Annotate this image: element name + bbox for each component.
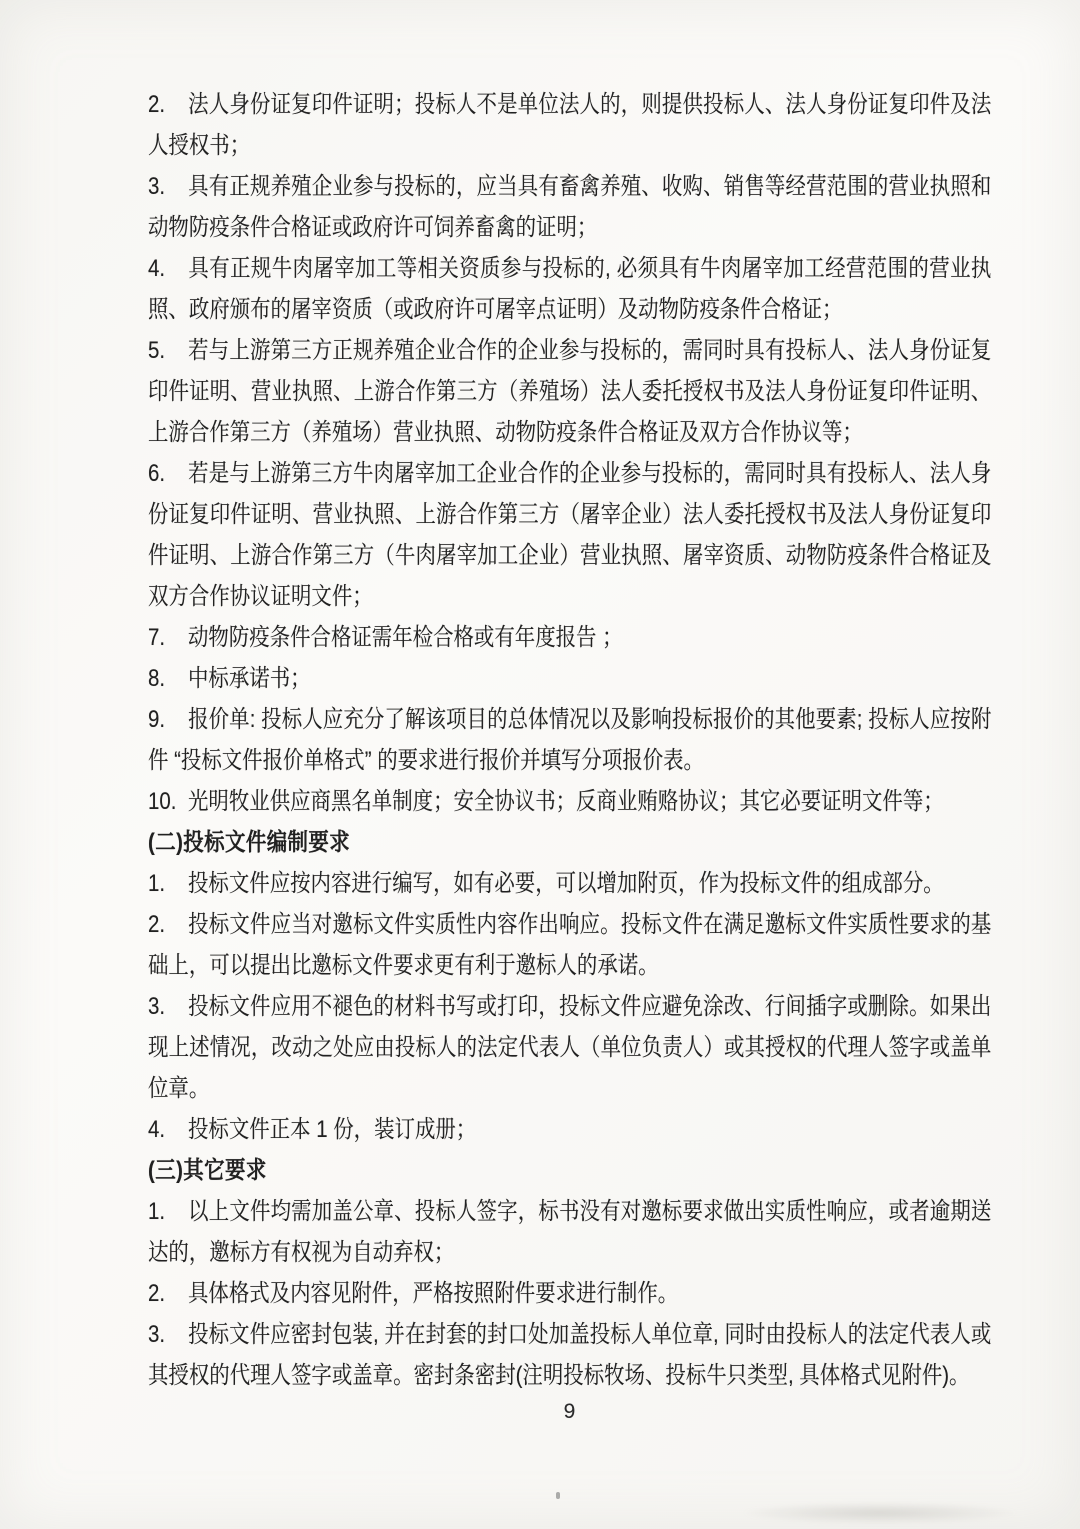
item-text: 投标文件应密封包装, 并在封套的封口处加盖投标人单位章, 同时由投标人的法定代表人或其授权的代理人签字或盖章。密封条密封(注明投标牧场、投标牛只类型, 具体格式见附件)。 bbox=[148, 1321, 992, 1389]
list-item bbox=[148, 84, 991, 166]
item-text: 报价单: 投标人应充分了解该项目的总体情况以及影响投标报价的其他要素; 投标人应按附件 “投标文件报价单格式” 的要求进行报价并填写分项报价表。 bbox=[148, 706, 992, 774]
list-item bbox=[148, 863, 991, 904]
item-text: 中标承诺书； bbox=[187, 665, 311, 692]
item-text: 投标文件应按内容进行编写，如有必要，可以增加附页，作为投标文件的组成部分。 bbox=[187, 870, 944, 897]
list-item bbox=[148, 986, 991, 1109]
item-text: 以上文件均需加盖公章、投标人签字，标书没有对邀标要求做出实质性响应，或者逾期送达的，邀标方有权视为自动弃权； bbox=[148, 1198, 992, 1266]
item-number: 6. bbox=[148, 460, 166, 487]
list-item bbox=[148, 781, 991, 822]
section-heading: (二)投标文件编制要求 bbox=[148, 829, 351, 856]
item-number: 4. bbox=[148, 1116, 166, 1143]
item-number: 10. bbox=[148, 788, 177, 815]
item-text: 投标文件应用不褪色的材料书写或打印，投标文件应避免涂改、行间插字或删除。如果出现上述情况，改动之处应由投标人的法定代表人（单位负责人）或其授权的代理人签字或盖单位章。 bbox=[148, 993, 992, 1102]
item-text: 法人身份证复印件证明；投标人不是单位法人的，则提供投标人、法人身份证复印件及法人授权书； bbox=[148, 91, 992, 159]
item-number: 3. bbox=[148, 173, 166, 200]
item-number: 1. bbox=[148, 870, 166, 897]
item-text: 具体格式及内容见附件，严格按照附件要求进行制作。 bbox=[187, 1280, 679, 1307]
list-item bbox=[148, 166, 991, 248]
item-number: 3. bbox=[148, 993, 166, 1020]
list-item bbox=[148, 453, 991, 617]
section-heading: (三)其它要求 bbox=[148, 1157, 267, 1184]
scan-speck bbox=[556, 1492, 560, 1499]
list-item bbox=[148, 1314, 991, 1396]
item-number: 7. bbox=[148, 624, 166, 651]
item-number: 3. bbox=[148, 1321, 166, 1348]
item-number: 5. bbox=[148, 337, 166, 364]
item-text: 投标文件正本 1 份，装订成册； bbox=[187, 1116, 477, 1143]
scan-smudge bbox=[740, 1502, 1020, 1524]
page-footer bbox=[148, 1400, 991, 1424]
item-number: 9. bbox=[148, 706, 166, 733]
document-body bbox=[148, 84, 991, 1396]
list-item bbox=[148, 1109, 991, 1150]
list-item bbox=[148, 1273, 991, 1314]
list-item bbox=[148, 617, 991, 658]
item-number: 4. bbox=[148, 255, 166, 282]
item-text: 若是与上游第三方牛肉屠宰加工企业合作的企业参与投标的，需同时具有投标人、法人身份证复印件证明、营业执照、上游合作第三方（屠宰企业）法人委托授权书及法人身份证复印件证明、上游合作第三方（牛肉屠宰加工企业）营业执照、屠宰资质、动物防疫条件合格证及双方合作协议证明文件； bbox=[148, 460, 992, 610]
item-number: 2. bbox=[148, 1280, 166, 1307]
item-number: 8. bbox=[148, 665, 166, 692]
list-item bbox=[148, 904, 991, 986]
list-item bbox=[148, 1191, 991, 1273]
item-text: 光明牧业供应商黑名单制度；安全协议书；反商业贿赂协议；其它必要证明文件等； bbox=[187, 788, 944, 815]
list-item bbox=[148, 658, 991, 699]
item-number: 2. bbox=[148, 911, 166, 938]
list-item bbox=[148, 248, 991, 330]
item-number: 2. bbox=[148, 91, 166, 118]
item-text: 投标文件应当对邀标文件实质性内容作出响应。投标文件在满足邀标文件实质性要求的基础上，可以提出比邀标文件要求更有利于邀标人的承诺。 bbox=[148, 911, 992, 979]
item-text: 具有正规牛肉屠宰加工等相关资质参与投标的, 必须具有牛肉屠宰加工经营范围的营业执照、政府颁布的屠宰资质（或政府许可屠宰点证明）及动物防疫条件合格证； bbox=[148, 255, 992, 323]
item-text: 动物防疫条件合格证需年检合格或有年度报告 ； bbox=[187, 624, 623, 651]
page-number: 9 bbox=[563, 1400, 576, 1423]
item-text: 具有正规养殖企业参与投标的，应当具有畜禽养殖、收购、销售等经营范围的营业执照和动物防疫条件合格证或政府许可饲养畜禽的证明； bbox=[148, 173, 992, 241]
list-item bbox=[148, 330, 991, 453]
item-number: 1. bbox=[148, 1198, 166, 1225]
list-item bbox=[148, 699, 991, 781]
item-text: 若与上游第三方正规养殖企业合作的企业参与投标的，需同时具有投标人、法人身份证复印件证明、营业执照、上游合作第三方（养殖场）法人委托授权书及法人身份证复印件证明、上游合作第三方（养殖场）营业执照、动物防疫条件合格证及双方合作协议等； bbox=[148, 337, 992, 446]
